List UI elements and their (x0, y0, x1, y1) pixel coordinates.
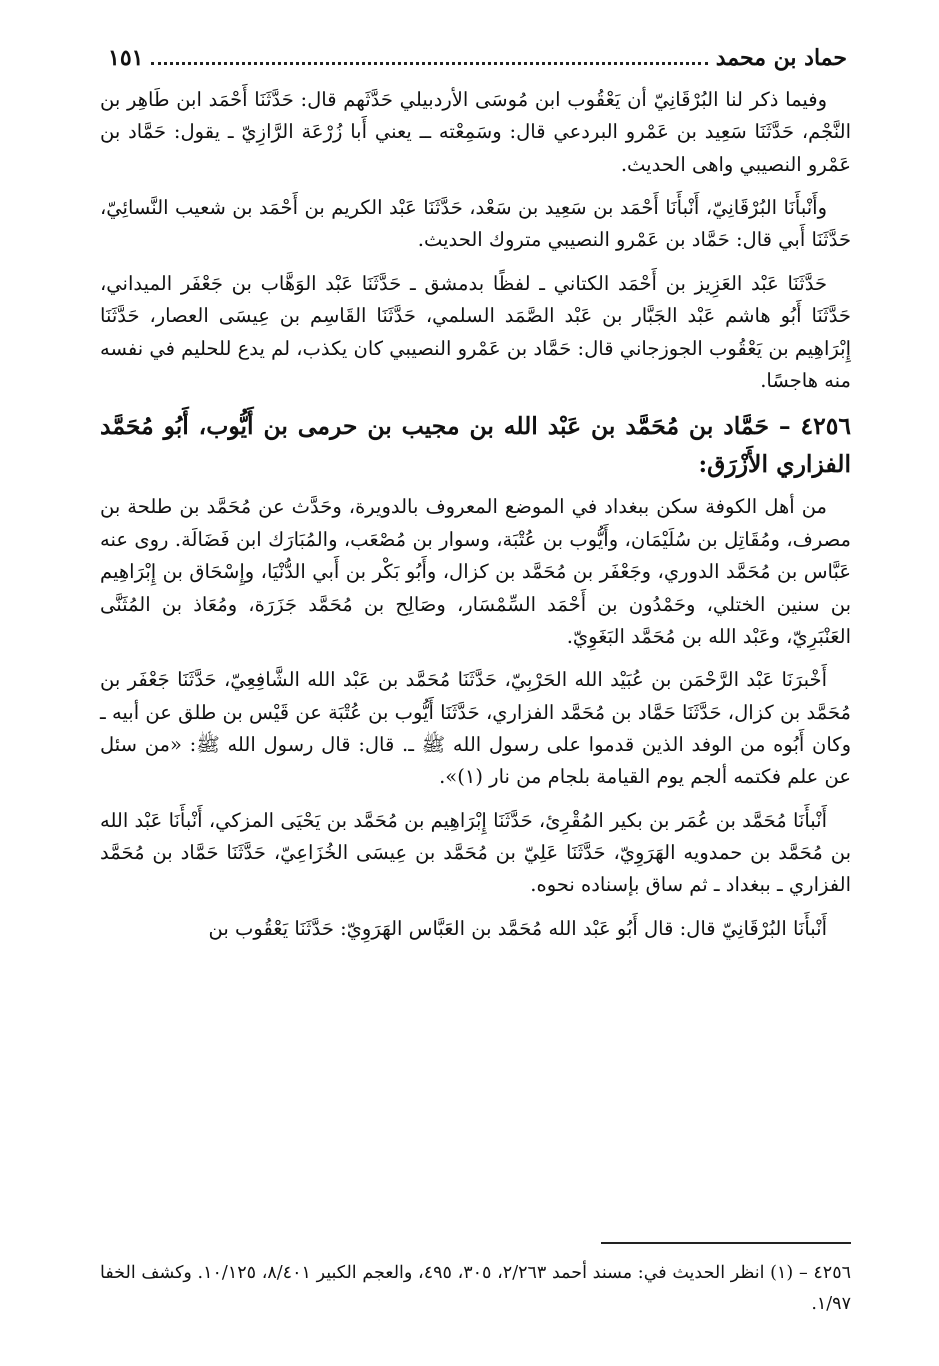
paragraph: من أهل الكوفة سكن ببغداد في الموضع المعروف بالدويرة، وحَدَّث عن مُحَمَّد بن طلحة بن مصرف، ومُقَاتِل بن سُلَيْمَان، وأَيُّوب بن عُتْبَة، وسوار بن مُصْعَب، والمُبَارَك ابن فَضَالَة. روى عنه عَبَّاس بن مُحَمَّد الدوري، وجَعْفَر بن مُحَمَّد بن كزال، وأَبُو بَكْر بن أَبي الدُّنْيَا، وإِسْحَاق بن إِبْرَاهِيم بن سنين الختلي، وحَمْدُون بن أَحْمَد السِّمْسَار، وصَالِح بن مُحَمَّد جَزَرَة، ومُعَاذ بن المُثَنَّى العَنْبَرِيّ، وعَبْد الله بن مُحَمَّد البَغَوِيّ. (100, 495, 851, 648)
page-number: ١٥١ (108, 45, 144, 71)
page-header (108, 40, 847, 76)
entry-title: ٤٢٥٦ – حَمَّاد بن مُحَمَّد بن عَبْد الله بن مجيب بن حرمى بن أَيُّوب، أَبُو مُحَمَّد الفزاري الأَزْرَق: (100, 412, 851, 478)
page-body (100, 84, 851, 956)
footnote (100, 1258, 851, 1319)
footnote-text: ٤٢٥٦ – (١) انظر الحديث في: مسند أحمد ٢/٢٦٣، ٣٠٥، ٤٩٥، والعجم الكبير ٨/٤٠١، ١٠/١٢٥. وكشف الخفا ١/٩٧. (100, 1263, 851, 1314)
dotted-leader (151, 62, 707, 65)
paragraph: وأَنْبأَنَا البُرْقَانِيّ، أَنْبأَنَا أَحْمَد بن سَعِيد بن سَعْد، حَدَّثَنَا عَبْد الكريم بن أَحْمَد بن شعيب النَّسائِيّ، حَدَّثَنَا أَبي قال: حَمَّاد بن عَمْرو النصيبي متروك الحديث. (100, 196, 851, 252)
footnote-divider (601, 1242, 851, 1244)
paragraph: وفيما ذكر لنا البُرْقَانِيّ أن يَعْقُوب ابن مُوسَى الأردبيلي حَدَّثَهم قال: حَدَّثَنَا أَحْمَد ابن طَاهِر بن النَّجْم، حَدَّثَنَا سَعِيد بن عَمْرو البردعي قال: وسَمِعْته ــ يعني أَبا زُرْعَة الرَّازِيّ ـ يقول: حَمَّاد بن عَمْرو النصيبي واهى الحديث. (100, 88, 851, 176)
paragraph: أَخْبرَنَا عَبْد الرَّحْمَن بن عُبَيْد الله الحَرْبِيّ، حَدَّثَنَا مُحَمَّد بن عَبْد الله الشَّافِعِيّ، حَدَّثَنَا جَعْفَر بن مُحَمَّد بن كزال، حَدَّثَنَا حَمَّاد بن مُحَمَّد الفزاري، حَدَّثَنَا أَيُّوب بن عُتْبَة عن قَيْس بن طلق عن أبيه ـ وكان أَبُوه من الوفد الذين قدموا على رسول الله ﷺ ـ. قال: قال رسول الله ﷺ: «من سئل عن علم فكتمه ألجم يوم القيامة بلجام من نار (١)». (100, 668, 851, 789)
running-title: حماد بن محمد (715, 45, 847, 71)
paragraph: أَنْبأَنَا البُرْقَانِيّ قال: قال أَبُو عَبْد الله مُحَمَّد بن العَبَّاس الهَرَوِيّ: حَدَّثَنَا يَعْقُوب بن (208, 916, 827, 940)
paragraph: أَنْبأَنَا مُحَمَّد بن عُمَر بن بكير المُقْرِئ، حَدَّثَنَا إِبْرَاهِيم بن مُحَمَّد بن يَحْيَى المزكي، أَنْبأَنَا عَبْد الله بن مُحَمَّد بن حمدويه الهَرَوِيّ، حَدَّثَنَا عَلِيّ بن مُحَمَّد بن عِيسَى الخُزَاعِيّ، حَدَّثَنَا حَمَّاد بن مُحَمَّد الفزاري ـ ببغداد ـ ثم ساق بإسناده نحوه. (100, 808, 851, 897)
paragraph: حَدَّثَنَا عَبْد العَزِيز بن أَحْمَد الكتاني ـ لفظًا بدمشق ـ حَدَّثَنَا عَبْد الوَهَّاب بن جَعْفَر الميداني، حَدَّثَنَا أَبُو هاشم عَبْد الجَبَّار بن عَبْد الصَّمَد السلمي، حَدَّثَنَا القَاسِم بن عِيسَى العصار، حَدَّثَنَا إِبْرَاهِيم بن يَعْقُوب الجوزجاني قال: حَمَّاد بن عَمْرو النصيبي كان يكذب، لم يدع للحليم في نفسه منه هاجسًا. (99, 271, 851, 392)
